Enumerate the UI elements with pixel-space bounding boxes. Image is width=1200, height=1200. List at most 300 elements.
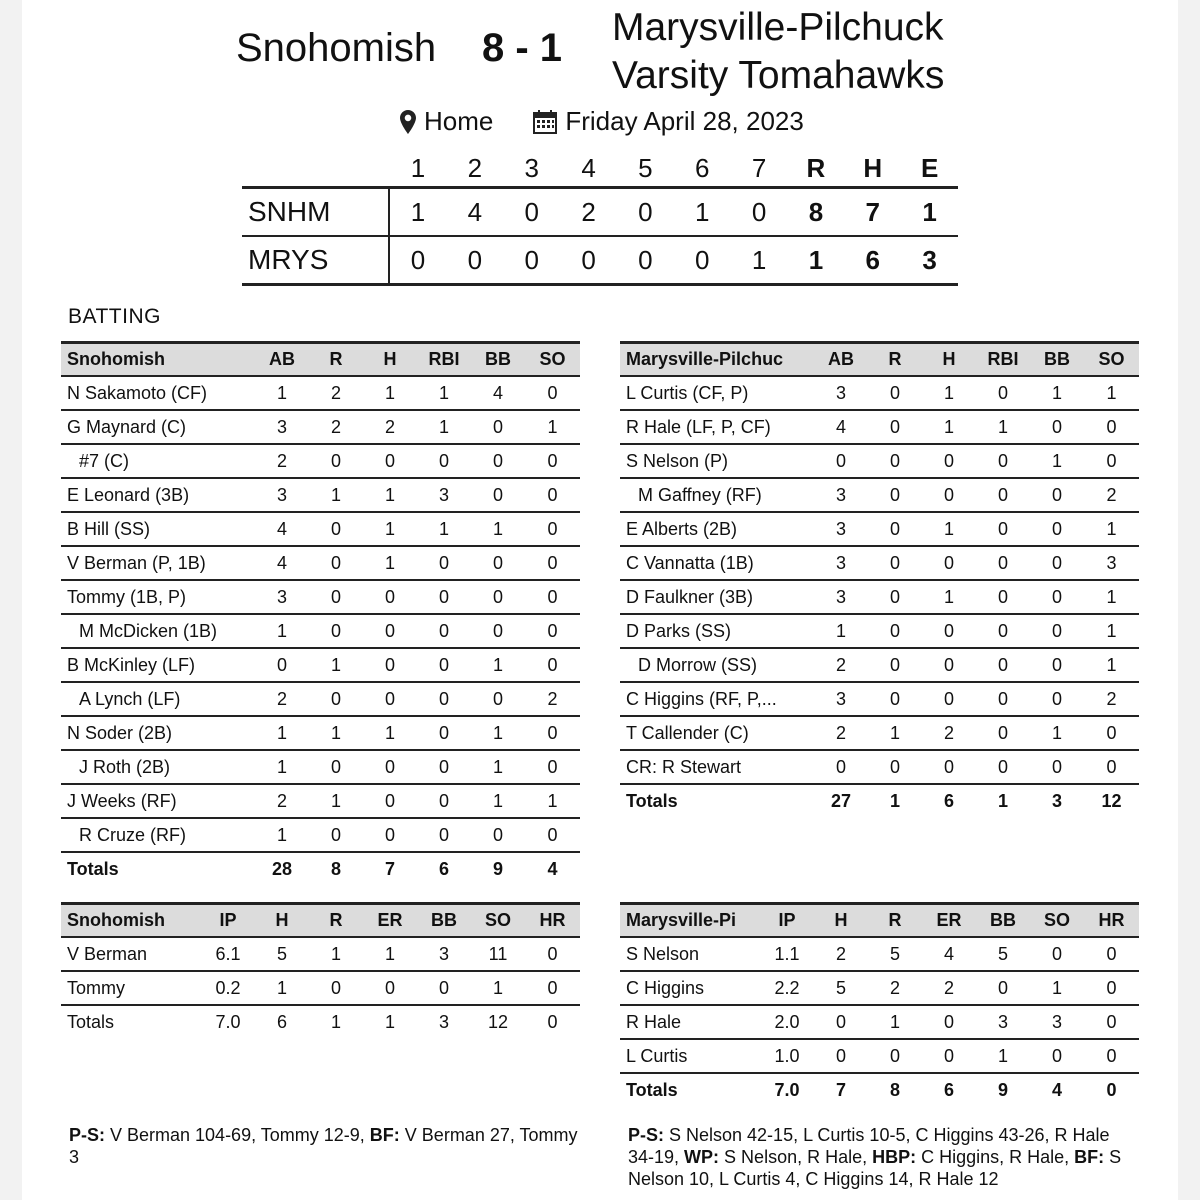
totals-cell: 7.0: [774, 1079, 800, 1100]
location-pin-icon: [400, 110, 416, 134]
notes-label: HBP:: [872, 1147, 917, 1167]
stat-cell: 1: [255, 716, 309, 750]
line-score-header: [242, 150, 958, 189]
stat-cell: 0: [525, 716, 580, 750]
stat-cell: 2: [1084, 682, 1139, 716]
inning-score: 0: [695, 244, 710, 275]
errors-header: E: [920, 152, 939, 183]
stat-cell: 0: [868, 546, 922, 580]
stat-cell: 1: [309, 784, 363, 818]
line-score-row-away: [242, 237, 958, 286]
table-row: [61, 648, 580, 682]
stat-cell: 0: [525, 648, 580, 682]
stat-cell: 1: [255, 818, 309, 852]
stat-cell: 4: [255, 546, 309, 580]
stat-cell: 0: [1030, 648, 1084, 682]
total-errors: 3: [922, 244, 937, 275]
stat-cell: 1: [471, 512, 525, 546]
inning-score: 0: [410, 244, 426, 275]
stat-cell: 0: [525, 580, 580, 614]
player-name: N Sakamoto (CF): [61, 376, 255, 410]
totals-cell: 1: [384, 1011, 395, 1032]
table-row: [620, 444, 1139, 478]
stat-cell: 3: [255, 478, 309, 512]
stat-cell: 0: [922, 444, 976, 478]
stat-cell: 0: [976, 750, 1030, 784]
away-team-line1: Marysville-Pilchuck: [612, 6, 944, 49]
stat-cell: 0: [525, 818, 580, 852]
stat-column-header: H: [255, 904, 309, 938]
team-header: Snohomish: [61, 343, 255, 377]
stat-cell: 1: [471, 750, 525, 784]
stat-column-header: SO: [1084, 343, 1139, 377]
stat-cell: 3: [814, 478, 868, 512]
stat-cell: 0: [868, 750, 922, 784]
stat-cell: 0: [922, 546, 976, 580]
notes-text: C Higgins, R Hale,: [916, 1147, 1075, 1167]
stat-cell: 0: [417, 716, 471, 750]
stat-cell: 0: [471, 546, 525, 580]
totals-row: [61, 1005, 580, 1038]
table-row: [61, 971, 580, 1005]
stat-cell: 0: [417, 546, 471, 580]
totals-cell: 7: [835, 1079, 846, 1100]
table-row: [620, 614, 1139, 648]
stat-cell: 0: [309, 682, 363, 716]
stat-cell: 4: [255, 512, 309, 546]
table-row: [61, 410, 580, 444]
stat-cell: 0: [1084, 1005, 1139, 1039]
inning-3-header: 3: [524, 152, 539, 183]
totals-cell: 8: [330, 858, 341, 879]
notes-label: BF:: [1074, 1147, 1105, 1167]
stat-cell: 1: [363, 716, 417, 750]
totals-label: Totals: [67, 858, 119, 879]
inning-5-header: 5: [638, 152, 653, 183]
stat-cell: 0: [309, 580, 363, 614]
table-row: [620, 937, 1139, 971]
stat-cell: 0: [309, 546, 363, 580]
player-name: D Faulkner (3B): [620, 580, 814, 614]
stat-cell: 0: [471, 444, 525, 478]
player-name: L Curtis (CF, P): [620, 376, 814, 410]
table-row: [61, 444, 580, 478]
stat-cell: 1: [814, 614, 868, 648]
stat-cell: 1: [363, 512, 417, 546]
stat-cell: 0: [922, 614, 976, 648]
team-abbrev: SNHM: [242, 189, 390, 235]
stat-cell: 0: [525, 750, 580, 784]
stat-cell: 5: [868, 937, 922, 971]
stat-cell: 1: [471, 784, 525, 818]
table-row: [620, 478, 1139, 512]
stat-cell: 1: [1030, 716, 1084, 750]
stat-cell: 0: [363, 614, 417, 648]
hits-header: H: [863, 152, 883, 183]
stat-cell: 0: [976, 648, 1030, 682]
inning-score: 4: [467, 196, 483, 227]
stat-cell: 0: [976, 512, 1030, 546]
stat-cell: 0: [1030, 512, 1084, 546]
table-row: [61, 818, 580, 852]
stat-cell: 11: [471, 937, 525, 971]
player-name: R Hale (LF, P, CF): [620, 410, 814, 444]
stat-cell: 1: [1084, 580, 1139, 614]
stat-cell: 1: [1084, 648, 1139, 682]
stat-cell: 0: [363, 784, 417, 818]
total-runs: 8: [808, 196, 824, 227]
stat-cell: 0: [922, 1039, 976, 1073]
stat-cell: 1: [363, 937, 417, 971]
stat-cell: 0: [814, 1005, 868, 1039]
stat-cell: 0: [976, 546, 1030, 580]
stat-column-header: BB: [471, 343, 525, 377]
totals-cell: 6: [943, 790, 954, 811]
stat-column-header: HR: [1084, 904, 1139, 938]
stat-cell: 5: [976, 937, 1030, 971]
stat-cell: 0: [1084, 971, 1139, 1005]
inning-score: 2: [581, 196, 596, 227]
batting-table-home: [61, 341, 580, 885]
total-runs: 1: [808, 244, 824, 275]
player-name: A Lynch (LF): [61, 682, 255, 716]
stat-cell: 1: [417, 410, 471, 444]
stat-cell: 0: [1030, 546, 1084, 580]
totals-label: Totals: [626, 790, 678, 811]
notes-label: BF:: [369, 1125, 400, 1145]
stat-cell: 0: [363, 648, 417, 682]
player-name: C Higgins (RF, P,...: [620, 682, 814, 716]
stat-cell: 1: [309, 478, 363, 512]
stat-cell: 3: [814, 546, 868, 580]
stat-cell: 0: [417, 648, 471, 682]
stat-column-header: RBI: [417, 343, 471, 377]
table-row: [61, 716, 580, 750]
stat-cell: 0: [471, 580, 525, 614]
team-header: Snohomish: [61, 904, 201, 938]
stat-cell: 0: [1030, 478, 1084, 512]
stat-cell: 0: [525, 444, 580, 478]
stat-cell: 3: [976, 1005, 1030, 1039]
totals-row: [620, 1073, 1139, 1106]
stat-cell: 2: [309, 376, 363, 410]
game-date: Friday April 28, 2023: [565, 106, 804, 136]
stat-cell: 0: [1030, 1039, 1084, 1073]
stat-cell: 4: [922, 937, 976, 971]
stat-cell: 0: [1030, 937, 1084, 971]
stat-cell: 0: [525, 614, 580, 648]
notes-label: P-S:: [69, 1125, 105, 1145]
stat-cell: 3: [814, 376, 868, 410]
stat-cell: 0: [976, 580, 1030, 614]
stat-cell: 0: [363, 971, 417, 1005]
team-abbrev: MRYS: [242, 237, 390, 283]
totals-cell: 7: [384, 858, 395, 879]
total-hits: 6: [865, 244, 881, 275]
stat-cell: 0: [417, 818, 471, 852]
stat-cell: 2: [814, 648, 868, 682]
stat-cell: 3: [1030, 1005, 1084, 1039]
away-team-line2: Varsity Tomahawks: [612, 54, 945, 97]
player-name: J Roth (2B): [61, 750, 255, 784]
stat-cell: 1: [363, 376, 417, 410]
stat-cell: 0: [363, 682, 417, 716]
stat-cell: 1: [417, 512, 471, 546]
stat-column-header: H: [363, 343, 417, 377]
stat-cell: 0: [868, 1039, 922, 1073]
final-score: 8 - 1: [482, 26, 563, 70]
pitching-table-away: [620, 902, 1139, 1106]
table-row: [620, 1039, 1139, 1073]
notes-text: S Nelson 42-15, L Curtis 10-5, C Higgins 43-26, R Hale 34-19,: [628, 1125, 1110, 1167]
home-team-name: Snohomish: [236, 26, 437, 70]
totals-label: Totals: [67, 1011, 115, 1032]
table-row: [61, 478, 580, 512]
totals-cell: 0: [547, 1011, 558, 1032]
totals-cell: 9: [492, 858, 503, 879]
totals-cell: 4: [1051, 1079, 1062, 1100]
notes-text: S Nelson, R Hale,: [719, 1147, 873, 1167]
stat-column-header: SO: [525, 343, 580, 377]
stat-cell: 0: [868, 444, 922, 478]
stat-column-header: R: [868, 904, 922, 938]
stat-cell: 1: [471, 971, 525, 1005]
stat-cell: 1: [363, 546, 417, 580]
stat-column-header: BB: [976, 904, 1030, 938]
stat-cell: 0: [363, 750, 417, 784]
stat-cell: 2: [1084, 478, 1139, 512]
stat-cell: 1.1: [760, 937, 814, 971]
stat-cell: 0: [1030, 410, 1084, 444]
stat-cell: 0: [922, 1005, 976, 1039]
stat-cell: 0.2: [201, 971, 255, 1005]
stat-cell: 1: [922, 376, 976, 410]
totals-cell: 1: [997, 790, 1008, 811]
stat-cell: 1: [922, 512, 976, 546]
player-name: N Soder (2B): [61, 716, 255, 750]
player-name: B McKinley (LF): [61, 648, 255, 682]
table-row: [620, 682, 1139, 716]
notes-text: V Berman 27, Tommy 3: [69, 1125, 578, 1167]
totals-cell: 12: [487, 1011, 509, 1032]
stat-column-header: IP: [201, 904, 255, 938]
stat-cell: 2: [363, 410, 417, 444]
stat-cell: 1.0: [760, 1039, 814, 1073]
stat-column-header: AB: [255, 343, 309, 377]
player-name: J Weeks (RF): [61, 784, 255, 818]
table-row: [620, 648, 1139, 682]
stat-cell: 0: [1084, 1039, 1139, 1073]
stat-cell: 1: [1030, 444, 1084, 478]
stat-cell: 0: [255, 648, 309, 682]
table-row: [61, 750, 580, 784]
totals-cell: 28: [271, 858, 293, 879]
notes-label: WP:: [684, 1147, 720, 1167]
totals-cell: 3: [438, 1011, 449, 1032]
stat-cell: 0: [922, 682, 976, 716]
stat-cell: 2.2: [760, 971, 814, 1005]
stat-cell: 0: [976, 716, 1030, 750]
table-header-row: [620, 904, 1139, 938]
stat-cell: 0: [868, 614, 922, 648]
totals-cell: 3: [1051, 790, 1062, 811]
table-header-row: [61, 904, 580, 938]
pitching-notes-home: [69, 1124, 579, 1168]
player-name: D Parks (SS): [620, 614, 814, 648]
stat-cell: 0: [868, 682, 922, 716]
table-header-row: [61, 343, 580, 377]
stat-cell: 2: [255, 784, 309, 818]
stat-cell: 0: [868, 580, 922, 614]
stat-cell: 0: [417, 682, 471, 716]
stat-cell: 1: [471, 648, 525, 682]
inning-score: 0: [751, 196, 767, 227]
stat-cell: 3: [1084, 546, 1139, 580]
stat-cell: 1: [363, 478, 417, 512]
stat-cell: 0: [814, 750, 868, 784]
stat-cell: 0: [976, 971, 1030, 1005]
table-row: [620, 750, 1139, 784]
table-row: [61, 784, 580, 818]
stat-cell: 1: [1084, 512, 1139, 546]
stat-cell: 0: [471, 682, 525, 716]
stat-cell: 1: [471, 716, 525, 750]
stat-cell: 0: [976, 444, 1030, 478]
stat-cell: 1: [309, 716, 363, 750]
stat-column-header: RBI: [976, 343, 1030, 377]
inning-1-header: 1: [410, 152, 426, 183]
table-row: [61, 376, 580, 410]
team-header: Marysville-Pilchuc: [620, 343, 814, 377]
table-header-row: [620, 343, 1139, 377]
player-name: Tommy (1B, P): [61, 580, 255, 614]
totals-cell: 27: [830, 790, 852, 811]
stat-column-header: AB: [814, 343, 868, 377]
stat-cell: 1: [255, 376, 309, 410]
stat-column-header: BB: [1030, 343, 1084, 377]
stat-cell: 0: [525, 512, 580, 546]
stat-cell: 0: [525, 937, 580, 971]
stat-cell: 4: [471, 376, 525, 410]
stat-cell: 1: [868, 1005, 922, 1039]
player-name: CR: R Stewart: [620, 750, 814, 784]
stat-cell: 2: [255, 682, 309, 716]
stat-column-header: H: [814, 904, 868, 938]
stat-cell: 0: [976, 478, 1030, 512]
totals-cell: 1: [330, 1011, 341, 1032]
stat-cell: 0: [814, 1039, 868, 1073]
inning-score: 1: [751, 244, 767, 275]
inning-score: 1: [695, 196, 710, 227]
inning-score: 0: [638, 196, 653, 227]
totals-cell: 8: [889, 1079, 900, 1100]
stat-cell: 0: [417, 750, 471, 784]
table-row: [61, 614, 580, 648]
player-name: M Gaffney (RF): [620, 478, 814, 512]
totals-cell: 6: [276, 1011, 287, 1032]
table-row: [620, 546, 1139, 580]
table-row: [620, 971, 1139, 1005]
line-score-row-home: [242, 189, 958, 237]
player-name: S Nelson (P): [620, 444, 814, 478]
stat-column-header: R: [868, 343, 922, 377]
totals-cell: 6: [943, 1079, 954, 1100]
batting-table-away: [620, 341, 1139, 817]
stat-cell: 3: [417, 478, 471, 512]
stat-cell: 1: [525, 410, 580, 444]
line-score: [242, 150, 958, 286]
stat-cell: 0: [471, 410, 525, 444]
stat-cell: 1: [255, 614, 309, 648]
notes-text: V Berman 104-69, Tommy 12-9,: [105, 1125, 370, 1145]
stat-cell: 0: [1030, 580, 1084, 614]
stat-cell: 1: [922, 580, 976, 614]
stat-column-header: BB: [417, 904, 471, 938]
table-row: [61, 937, 580, 971]
table-row: [620, 716, 1139, 750]
stat-cell: 0: [417, 580, 471, 614]
stat-cell: 5: [814, 971, 868, 1005]
stat-cell: 0: [309, 614, 363, 648]
runs-header: R: [806, 152, 826, 183]
calendar-icon: [533, 110, 557, 134]
location-text: Home: [424, 106, 494, 136]
player-name: #7 (C): [61, 444, 255, 478]
stat-cell: 3: [814, 682, 868, 716]
totals-cell: 9: [997, 1079, 1008, 1100]
team-header: Marysville-Pi: [620, 904, 760, 938]
totals-label: Totals: [626, 1079, 678, 1100]
stat-cell: 3: [814, 580, 868, 614]
stat-cell: 2: [814, 937, 868, 971]
inning-7-header: 7: [751, 152, 767, 183]
totals-row: [61, 852, 580, 885]
pitching-table-home: [61, 902, 580, 1038]
stat-cell: 5: [255, 937, 309, 971]
totals-cell: 12: [1101, 790, 1122, 811]
player-name: M McDicken (1B): [61, 614, 255, 648]
stat-cell: 3: [255, 580, 309, 614]
total-errors: 1: [922, 196, 937, 227]
stat-cell: 1: [1084, 376, 1139, 410]
table-row: [61, 546, 580, 580]
stat-cell: 0: [525, 971, 580, 1005]
stat-cell: 0: [922, 750, 976, 784]
stat-cell: 3: [814, 512, 868, 546]
stat-cell: 0: [309, 818, 363, 852]
stat-cell: 0: [976, 614, 1030, 648]
player-name: L Curtis: [620, 1039, 760, 1073]
player-name: C Higgins: [620, 971, 760, 1005]
stat-cell: 0: [471, 478, 525, 512]
stat-cell: 2: [922, 971, 976, 1005]
player-name: E Alberts (2B): [620, 512, 814, 546]
stat-cell: 0: [868, 410, 922, 444]
stat-cell: 0: [417, 971, 471, 1005]
inning-6-header: 6: [695, 152, 710, 183]
totals-cell: 6: [438, 858, 449, 879]
table-row: [620, 410, 1139, 444]
table-row: [620, 580, 1139, 614]
stat-cell: 0: [1084, 716, 1139, 750]
stat-column-header: SO: [1030, 904, 1084, 938]
totals-row: [620, 784, 1139, 817]
stat-cell: 0: [1084, 750, 1139, 784]
inning-score: 1: [410, 196, 426, 227]
stat-cell: 1: [417, 376, 471, 410]
notes-label: P-S:: [628, 1125, 664, 1145]
stat-cell: 2: [525, 682, 580, 716]
